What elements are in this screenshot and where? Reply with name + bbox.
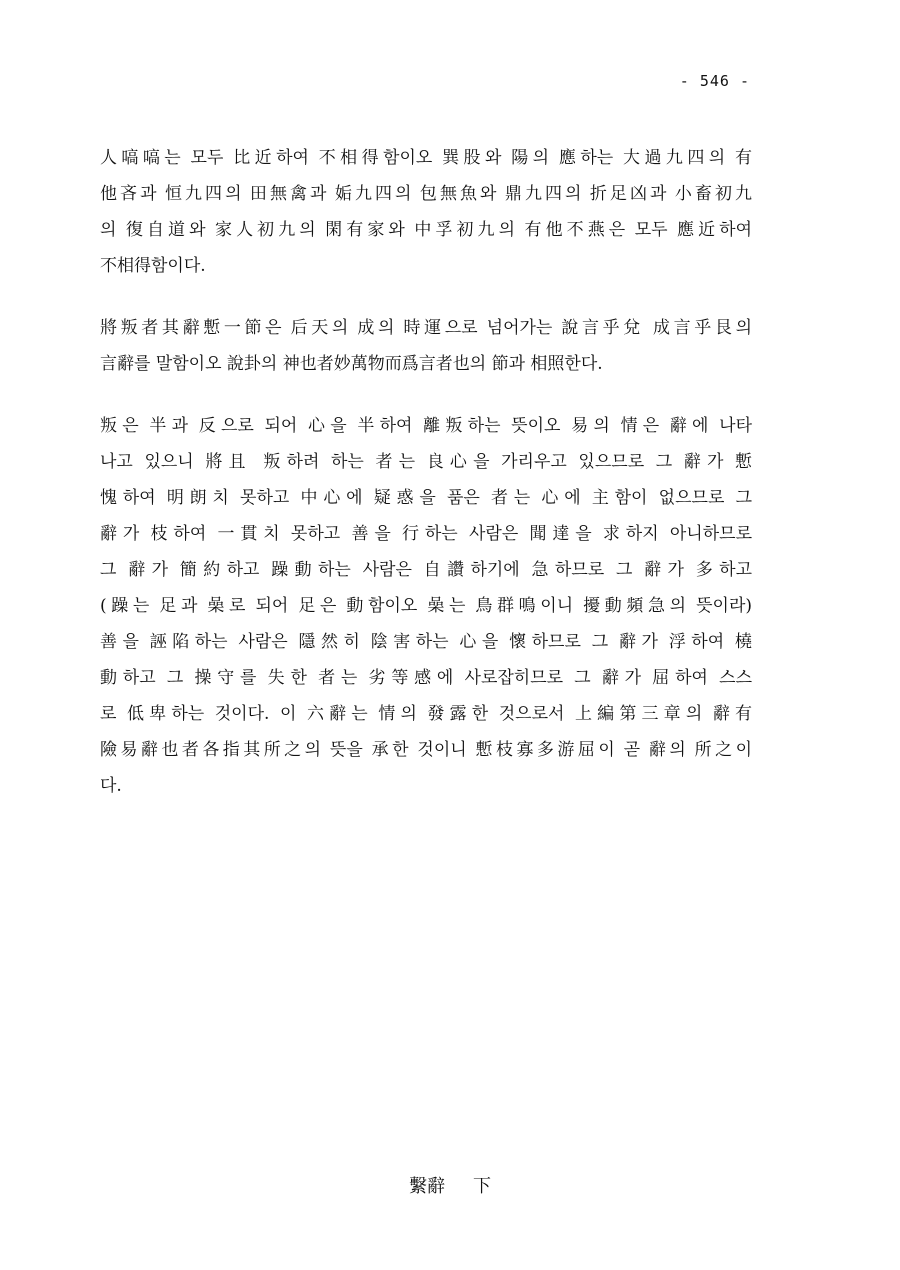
body-text — [100, 140, 752, 830]
text-line: 人嗃嗃는 모두 比近하여 不相得함이오 巽股와 陽의 應하는 大過九四의 有 — [100, 148, 752, 168]
paragraph-2 — [100, 310, 752, 382]
text-line: 善을 誣陷하는 사람은 隱然히 陰害하는 心을 懷하므로 그 辭가 浮하여 橈 — [100, 632, 752, 652]
paragraph-1 — [100, 140, 752, 284]
text-line: 나고 있으니 將且 叛하려 하는 者는 良心을 가리우고 있으므로 그 辭가 慙 — [100, 452, 752, 472]
text-line: 叛은 半과 反으로 되어 心을 半하여 離叛하는 뜻이오 易의 情은 辭에 나타 — [100, 416, 752, 436]
text-line: 言辭를 말함이오 說卦의 神也者妙萬物而爲言者也의 節과 相照한다. — [100, 354, 603, 374]
text-line: 辭가 枝하여 一貫치 못하고 善을 行하는 사람은 聞達을 求하지 아니하므로 — [100, 524, 752, 544]
text-line: 他吝과 恒九四의 田無禽과 姤九四의 包無魚와 鼎九四의 折足凶과 小畜初九 — [100, 184, 752, 204]
text-line: 그 辭가 簡約하고 躁動하는 사람은 自讚하기에 急하므로 그 辭가 多하고 — [100, 560, 752, 580]
text-line: 動하고 그 操守를 失한 者는 劣等感에 사로잡히므로 그 辭가 屈하여 스스 — [100, 668, 752, 688]
text-line: 로 低卑하는 것이다. 이 六辭는 情의 發露한 것으로서 上編第三章의 辭有 — [100, 704, 752, 724]
text-line: 의 復自道와 家人初九의 閑有家와 中孚初九의 有他不燕은 모두 應近하여 — [100, 220, 752, 240]
running-footer — [0, 1172, 900, 1198]
page-number: - 546 - — [679, 72, 750, 90]
text-line: 險易辭也者各指其所之의 뜻을 承한 것이니 慙枝寡多游屈이 곧 辭의 所之이 — [100, 740, 752, 760]
text-line: (躁는 足과 喿로 되어 足은 動함이오 喿는 鳥群鳴이니 擾動頻急의 뜻이라) — [100, 596, 752, 616]
paragraph-3 — [100, 408, 752, 804]
text-line: 愧하여 明朗치 못하고 中心에 疑惑을 품은 者는 心에 主함이 없으므로 그 — [100, 488, 752, 508]
text-line: 不相得함이다. — [100, 256, 206, 276]
footer-section-title: 繫辭 — [409, 1176, 445, 1197]
footer-section-part: 下 — [473, 1176, 491, 1197]
text-line: 將叛者其辭慙一節은 后天의 成의 時運으로 넘어가는 說言乎兌 成言乎艮의 — [100, 318, 752, 338]
text-line: 다. — [100, 776, 122, 796]
